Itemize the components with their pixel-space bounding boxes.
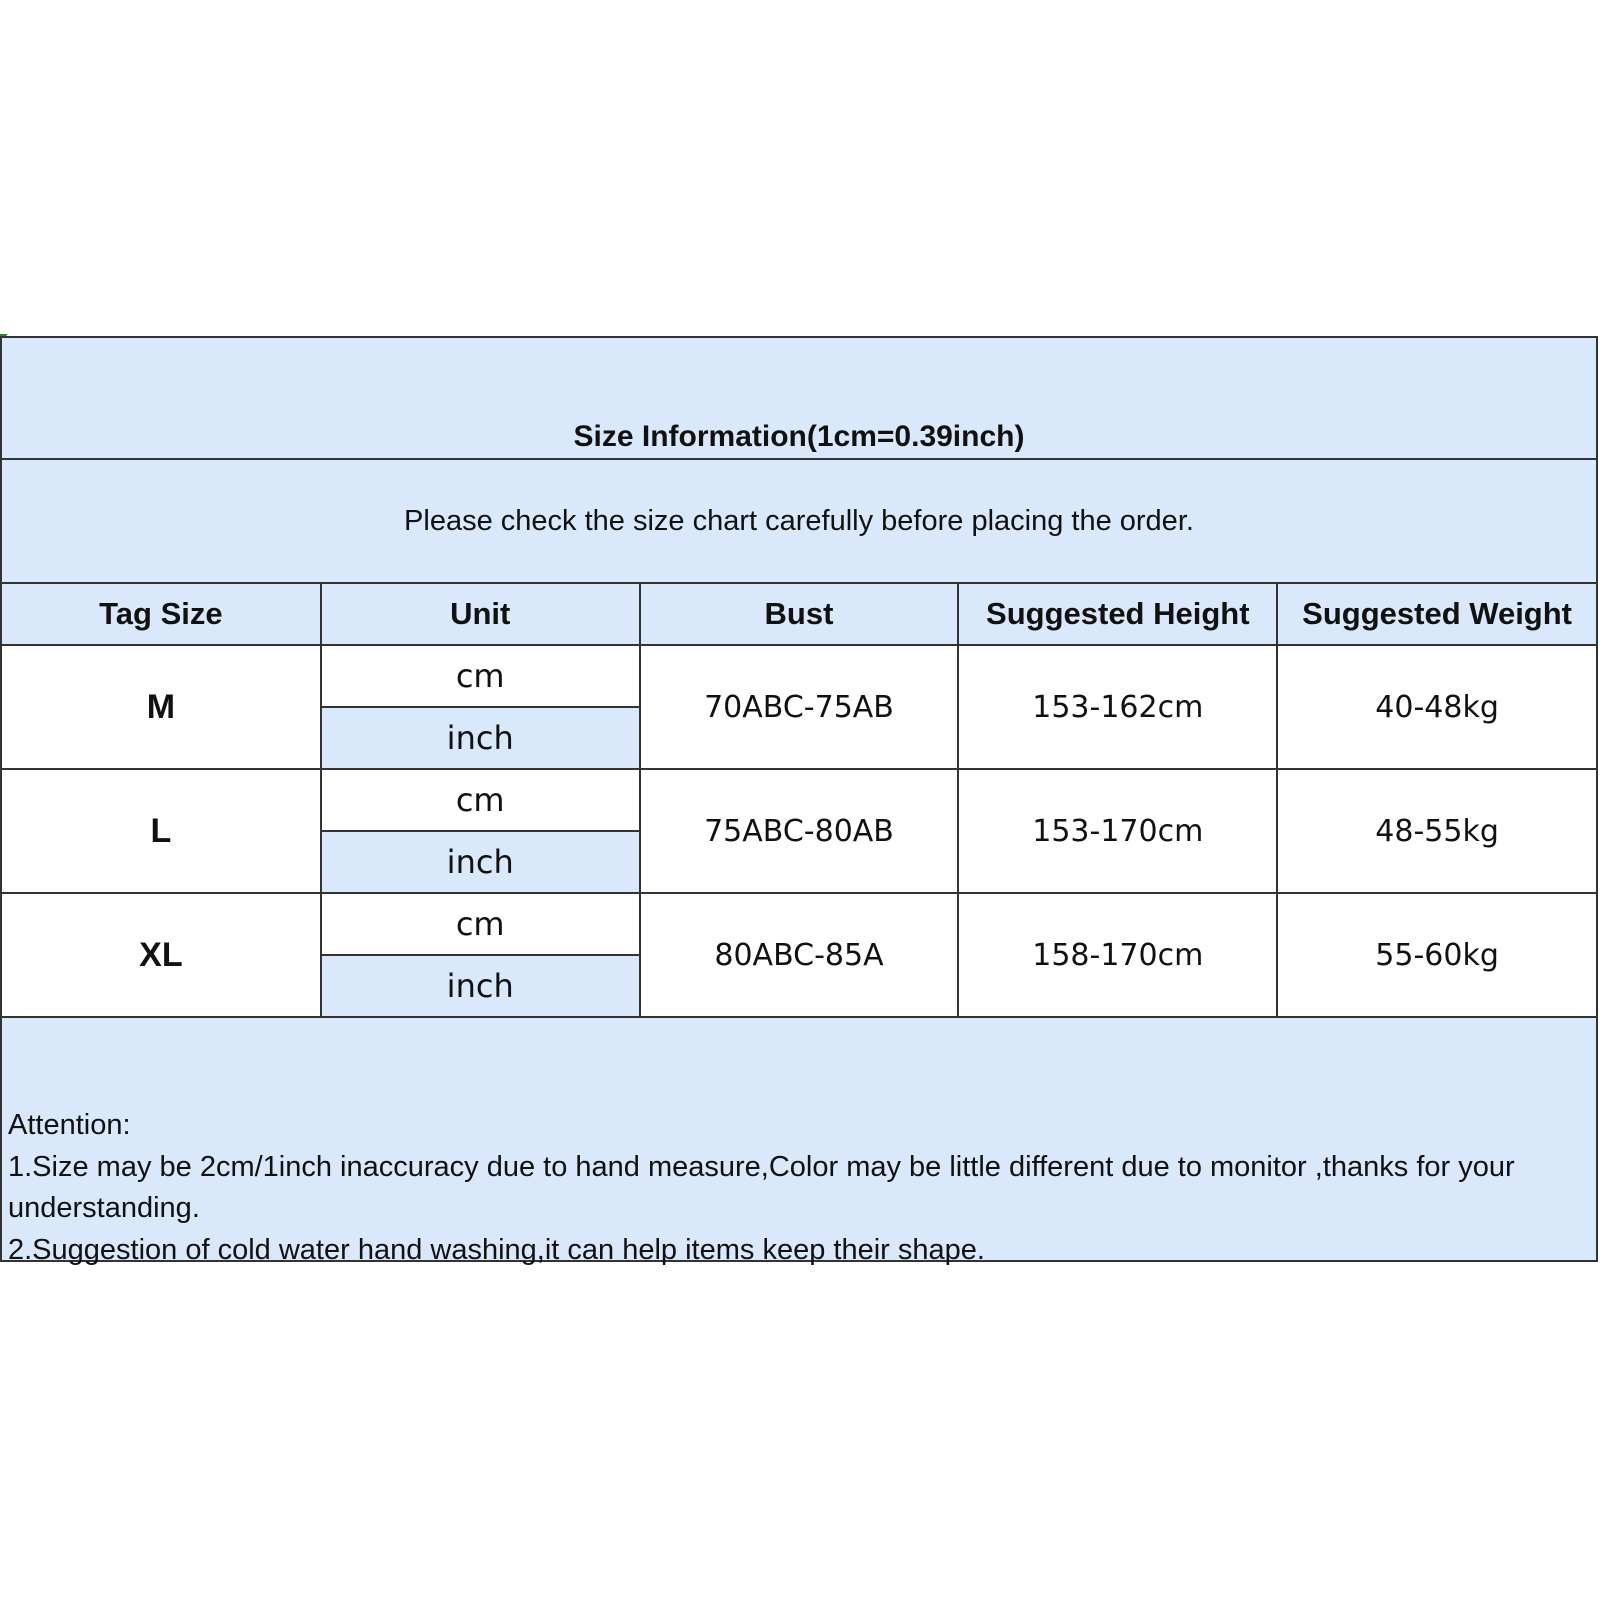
unit-cm-cell: cm [321,645,640,707]
size-chart [0,336,1598,1266]
table-row [2,769,1596,831]
tag-size-cell: XL [2,893,321,1017]
unit-inch-cell: inch [321,831,640,893]
attention-line: 1.Size may be 2cm/1inch inaccuracy due to hand measure,Color may be little different due to monitor ,thanks for your understanding. [8,1150,1515,1224]
unit-inch-cell: inch [321,707,640,769]
tag-size-cell: L [2,769,321,893]
table-header-row [2,584,1596,645]
unit-inch-cell: inch [321,955,640,1017]
header-bust: Bust [640,584,959,645]
notice-band [2,460,1596,584]
weight-cell: 55-60kg [1277,893,1596,1017]
height-cell: 153-170cm [958,769,1277,893]
header-suggested-height: Suggested Height [958,584,1277,645]
table-row [2,645,1596,707]
size-table [2,584,1596,1018]
weight-cell: 40-48kg [1277,645,1596,769]
tag-size-cell: M [2,645,321,769]
height-cell: 153-162cm [958,645,1277,769]
weight-cell: 48-55kg [1277,769,1596,893]
size-chart-title: Size Information(1cm=0.39inch) [573,420,1025,453]
attention-notes [8,1105,1576,1271]
unit-cm-cell: cm [321,769,640,831]
header-suggested-weight: Suggested Weight [1277,584,1596,645]
unit-cm-cell: cm [321,893,640,955]
header-unit: Unit [321,584,640,645]
bust-cell: 75ABC-80AB [640,769,959,893]
header-tag-size: Tag Size [2,584,321,645]
bust-cell: 80ABC-85A [640,893,959,1017]
title-band [2,338,1596,460]
height-cell: 158-170cm [958,893,1277,1017]
table-row [2,893,1596,955]
attention-line: 2.Suggestion of cold water hand washing,it can help items keep their shape. [8,1233,985,1266]
attention-heading: Attention: [8,1109,131,1141]
bust-cell: 70ABC-75AB [640,645,959,769]
order-notice: Please check the size chart carefully before placing the order. [404,504,1194,537]
